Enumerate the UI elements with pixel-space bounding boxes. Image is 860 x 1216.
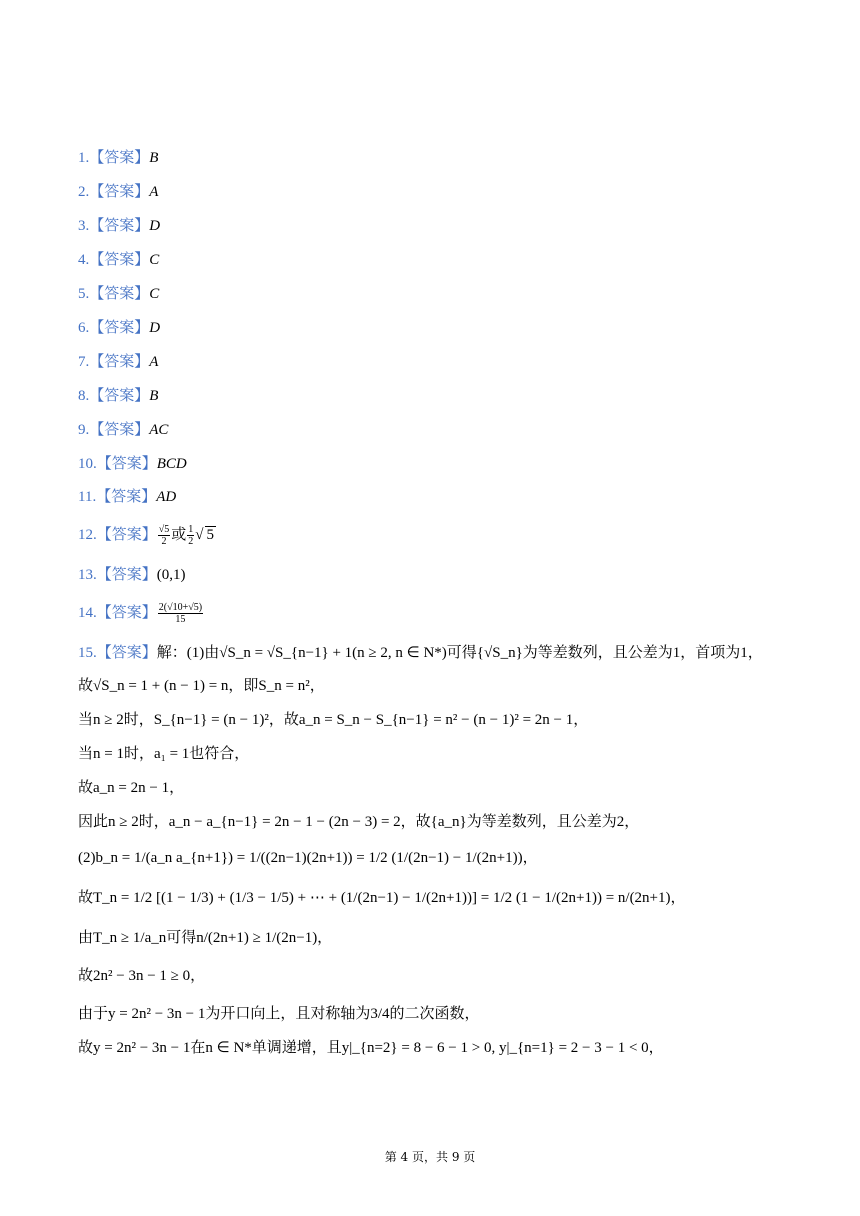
answer-11 <box>78 482 176 510</box>
question-number: 3. <box>78 218 90 234</box>
answer-tag: 【答案】 <box>89 284 150 302</box>
answer-tag: 【答案】 <box>89 420 150 438</box>
answer-tag: 【答案】 <box>89 216 150 234</box>
solution-line: 故a_n = 2n − 1， <box>78 780 185 796</box>
answer-value: A <box>149 184 159 200</box>
answer-tag: 【答案】 <box>89 318 150 336</box>
answer-12: 12.【答案】 $\frac{√5}{2}$ 或 $\frac{1}{2}$ √ 5 <box>78 523 215 547</box>
answer-value: AC <box>149 422 169 438</box>
answer-value: A <box>149 354 159 370</box>
solution-line: 当n ≥ 2时，S_{n−1} = (n − 1)²，故a_n = S_n − S_{n−1} = n² − (n − 1)² = 2n − 1， <box>78 712 589 728</box>
solution-line: 故T_n = 1/2 [(1 − 1/3) + (1/3 − 1/5) + ⋯ + (1/(2n−1) − 1/(2n+1))] = 1/2 (1 − 1/(2n+1)) = n/(2n+1)， <box>78 890 686 906</box>
solution-line: 由于y = 2n² − 3n − 1为开口向上，且对称轴为3/4的二次函数， <box>78 1006 480 1022</box>
question-number: 7. <box>78 354 90 370</box>
question-number: 13. <box>78 567 97 583</box>
answer-tag: 【答案】 <box>96 525 157 543</box>
answer-tag: 【答案】 <box>96 643 157 661</box>
question-number: 2. <box>78 184 90 200</box>
answer-value: B <box>149 388 159 404</box>
answer-3 <box>78 211 160 239</box>
answer-4 <box>78 245 159 273</box>
solution-line: 因此n ≥ 2时，a_n − a_{n−1} = 2n − 1 − (2n − 3) = 2，故{a_n}为等差数列，且公差为2， <box>78 814 640 830</box>
question-number: 4. <box>78 252 90 268</box>
question-number: 12. <box>78 527 97 543</box>
solution-line: 故y = 2n² − 3n − 1在n ∈ N*单调递增，且y|_{n=2} = 8 − 6 − 1 > 0, y|_{n=1} = 2 − 3 − 1 < 0， <box>78 1040 664 1056</box>
answer-tag: 【答案】 <box>89 148 150 166</box>
answer-9 <box>78 415 168 443</box>
question-number: 1. <box>78 150 90 166</box>
answer-tag: 【答案】 <box>89 182 150 200</box>
answer-value: BCD <box>156 456 187 472</box>
solution-line: 由T_n ≥ 1/a_n可得n/(2n+1) ≥ 1/(2n−1)， <box>78 930 333 946</box>
solution-line: 当n = 1时，a₁ = 1也符合， <box>78 746 250 762</box>
answer-10 <box>78 449 187 477</box>
question-number: 15. <box>78 645 97 661</box>
fraction: $\frac{√5}{2}$ <box>158 523 170 547</box>
solution-line: 故2n² − 3n − 1 ≥ 0， <box>78 968 206 984</box>
answer-value: (0,1) <box>156 567 186 583</box>
answer-value: C <box>149 286 160 302</box>
answer-14 <box>78 598 204 626</box>
solution-line: 故√S_n = 1 + (n − 1) = n，即S_n = n²， <box>78 678 325 694</box>
answer-value: D <box>149 218 161 234</box>
answer-tag: 【答案】 <box>96 487 157 505</box>
solution-line: (2)b_n = 1/(a_n a_{n+1}) = 1/((2n−1)(2n+1)) = 1/2 (1/(2n−1) − 1/(2n+1))， <box>78 850 538 866</box>
answer-15 <box>78 638 763 666</box>
question-number: 5. <box>78 286 90 302</box>
answer-value: B <box>149 150 159 166</box>
answer-tag: 【答案】 <box>96 565 157 583</box>
solution-line: 解：(1)由√S_n = √S_{n−1} + 1(n ≥ 2, n ∈ N*)可得{√S_n}为等差数列，且公差为1，首项为1， <box>156 645 763 661</box>
answer-value: D <box>149 320 161 336</box>
page-footer: 第 4 页，共 9 页 <box>384 1150 476 1164</box>
answer-tag: 【答案】 <box>96 454 157 472</box>
answer-tag: 【答案】 <box>89 250 150 268</box>
answer-tag: 【答案】 <box>89 352 150 370</box>
question-number: 10. <box>78 456 97 472</box>
question-number: 8. <box>78 388 90 404</box>
answer-5 <box>78 279 159 307</box>
question-number: 11. <box>78 489 97 505</box>
answer-tag: 【答案】 <box>89 386 150 404</box>
fraction: $\frac{1}{2}$ <box>188 523 194 547</box>
question-number: 9. <box>78 422 90 438</box>
answer-13 <box>78 560 186 588</box>
answer-2 <box>78 177 158 205</box>
answer-1 <box>78 143 158 171</box>
answer-value: AD <box>156 489 177 505</box>
answer-value: C <box>149 252 160 268</box>
answer-7 <box>78 347 158 375</box>
question-number: 14. <box>78 605 97 621</box>
question-number: 6. <box>78 320 90 336</box>
fraction: $\frac{2(√10+√5)}{15}$ <box>158 601 203 625</box>
answer-6 <box>78 313 160 341</box>
answer-tag: 【答案】 <box>96 603 157 621</box>
answer-8 <box>78 381 158 409</box>
